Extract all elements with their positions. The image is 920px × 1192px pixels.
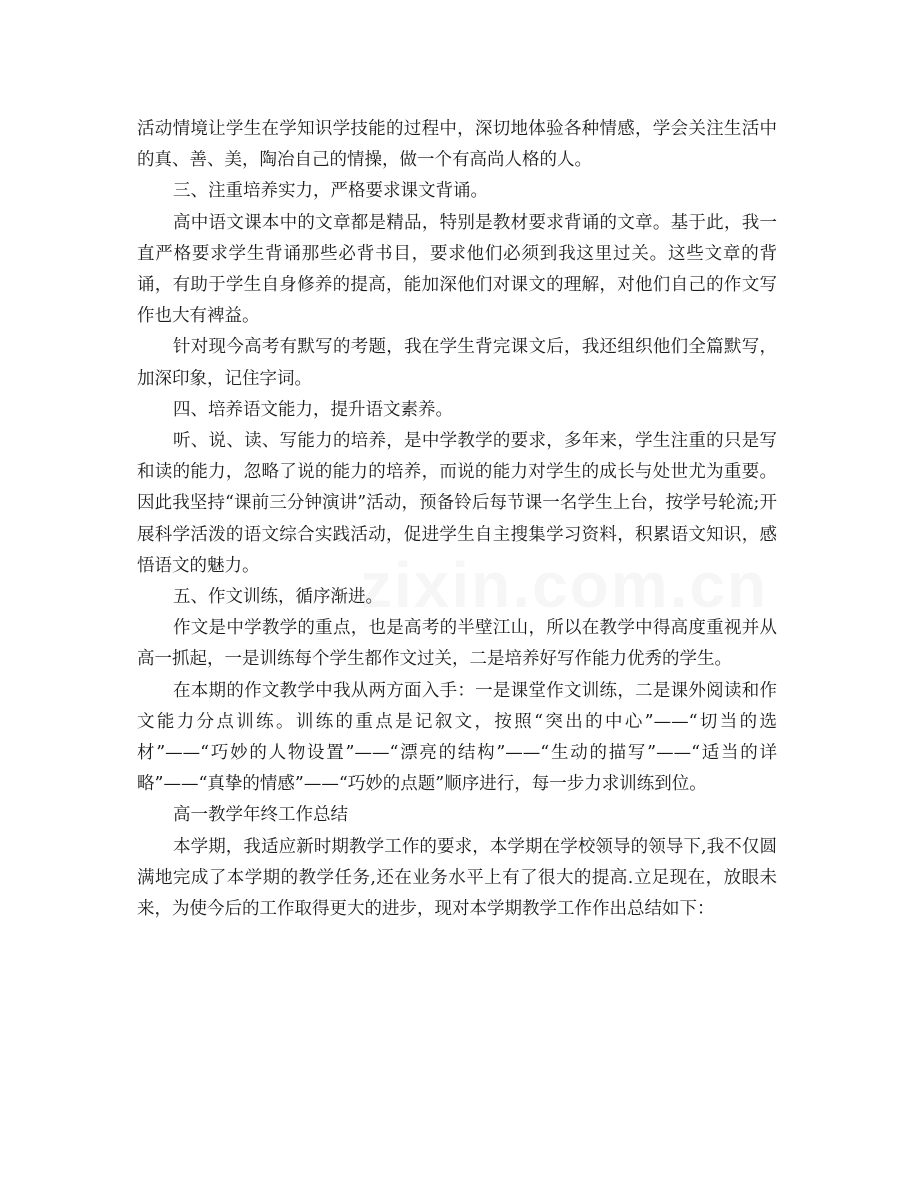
document-title: 高一教学年终工作总结 [173, 805, 348, 826]
paragraph-summary-intro: 本学期，我适应新时期教学工作的要求，本学期在学校领导的领导下,我不仅圆满地完成了本学期的教学任务,还在业务水平上有了很大的提高.立足现在，放眼未来，为使今后的工作取得更大的进步，现对本学期教学工作作出总结如下： [137, 836, 777, 920]
paragraph-recitation: 高中语文课本中的文章都是精品，特别是教材要求背诵的文章。基于此，我一直严格要求学生背诵那些必背书目，要求他们必须到我这里过关。这些文章的背诵，有助于学生自身修养的提高，能加深他们对课文的理解，对他们自己的作文写作也大有裨益。 [137, 212, 777, 327]
paragraph-language-ability: 听、说、读、写能力的培养，是中学教学的要求，多年来，学生注重的只是写和读的能力，忽略了说的能力的培养，而说的能力对学生的成长与处世尤为重要。因此我坚持“课前三分钟演讲”活动，预备铃后每节课一名学生上台，按学号轮流;开展科学活泼的语文综合实践活动，促进学生自主搜集学习资料，积累语文知识，感悟语文的魅力。 [137, 431, 777, 576]
section-heading-3: 三、注重培养实力，严格要求课文背诵。 [173, 181, 488, 202]
paragraph-continuation: 活动情境让学生在学知识学技能的过程中，深切地体验各种情感，学会关注生活中的真、善、美，陶冶自己的情操，做一个有高尚人格的人。 [137, 119, 777, 171]
paragraph-composition-importance: 作文是中学教学的重点，也是高考的半壁江山，所以在教学中得高度重视并从高一抓起，一是训练每个学生都作文过关，二是培养好写作能力优秀的学生。 [137, 618, 777, 670]
paragraph-composition-method: 在本期的作文教学中我从两方面入手：一是课堂作文训练，二是课外阅读和作文能力分点训练。训练的重点是记叙文，按照“突出的中心”——“切当的选材”——“巧妙的人物设置”——“漂亮的结构”——“生动的描写”——“适当的详略”——“真挚的情感”——“巧妙的点题”顺序进行，每一步力求训练到位。 [137, 680, 777, 795]
section-heading-4: 四、培养语文能力，提升语文素养。 [173, 399, 453, 420]
document-body [137, 114, 777, 925]
section-heading-5: 五、作文训练，循序渐进。 [173, 587, 383, 608]
paragraph-dictation: 针对现今高考有默写的考题，我在学生背完课文后，我还组织他们全篇默写，加深印象，记住字词。 [137, 337, 777, 389]
